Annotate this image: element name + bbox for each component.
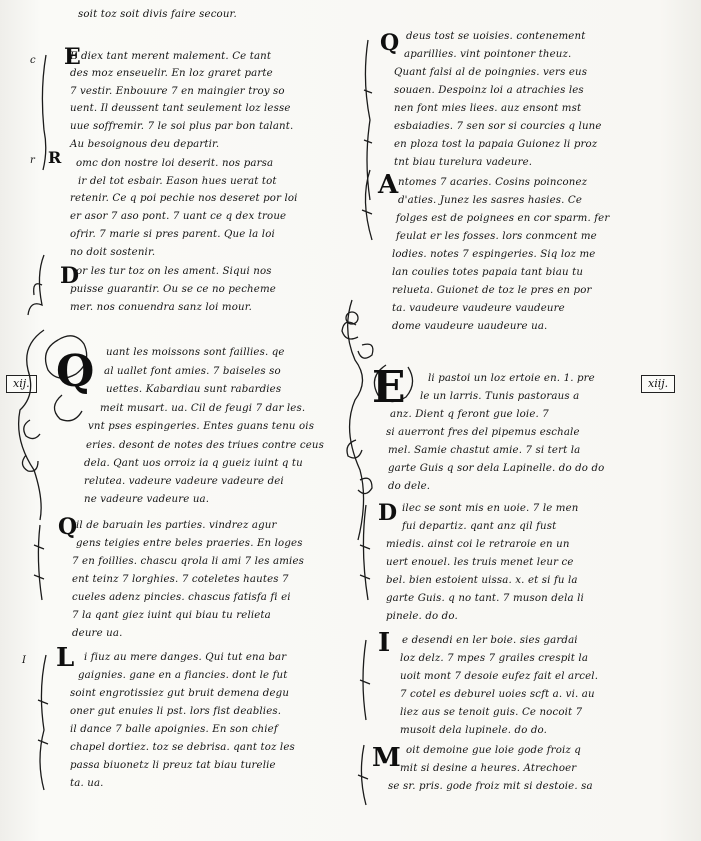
text-line: eries. desont de notes des triues contre ceus bbox=[86, 440, 324, 451]
text-line: uant les moissons sont faillies. qe bbox=[106, 347, 285, 358]
text-line: deus tost se uoisies. contenement bbox=[406, 31, 586, 42]
margin-mark-r: r bbox=[30, 155, 35, 166]
text-line: no doit sostenir. bbox=[70, 247, 156, 258]
margin-mark-c: c bbox=[30, 55, 36, 66]
text-line: meit musart. ua. Cil de feugi 7 dar les. bbox=[100, 403, 306, 414]
text-line: oit demoine gue loie gode froiz q bbox=[406, 745, 581, 756]
text-line: dela. Qant uos orroiz ia q gueiz iuint q tu bbox=[84, 458, 303, 469]
text-line: il de baruain les parties. vindrez agur bbox=[76, 520, 277, 531]
text-line: ta. ua. bbox=[70, 778, 104, 789]
initial-right-5: I bbox=[378, 628, 391, 658]
text-line: i fiuz au mere danges. Qui tut ena bar bbox=[84, 652, 287, 663]
text-line: uue soffremir. 7 le soi plus par bon talant. bbox=[70, 121, 294, 132]
text-line: Au besoignous deu departir. bbox=[70, 139, 220, 150]
text-line: or les tur toz on les ament. Siqui nos bbox=[76, 266, 272, 277]
initial-right-3: E bbox=[372, 362, 406, 413]
text-line: Quant falsi al de poingnies. vers eus bbox=[394, 67, 588, 78]
text-line: garte Guis. q no tant. 7 muson dela li bbox=[386, 593, 584, 604]
text-line: e desendi en ler boie. sies gardai bbox=[402, 635, 578, 646]
text-line: oner gut enuies li pst. lors fist deablies. bbox=[70, 706, 282, 717]
text-line: anz. Dient q feront gue loie. 7 bbox=[390, 409, 549, 420]
text-line: des moz enseuelir. En loz graret parte bbox=[70, 68, 273, 79]
initial-left-4: Q bbox=[56, 346, 95, 397]
text-line: pinele. do do. bbox=[386, 611, 458, 622]
text-line: chapel dortiez. toz se debrisa. qant toz les bbox=[70, 742, 295, 753]
text-line: se sr. pris. gode froiz mit si destoie. sa bbox=[388, 781, 593, 792]
text-line: cueles adenz pincies. chascus fatisfa fi ei bbox=[72, 592, 291, 603]
text-line: ir del tot esbair. Eason hues uerat tot bbox=[78, 176, 277, 187]
text-line: ofrir. 7 marie si pres parent. Que la loi bbox=[70, 229, 275, 240]
text-line: soit toz soit divis faire secour. bbox=[78, 9, 237, 20]
text-line: ilec se sont mis en uoie. 7 le men bbox=[402, 503, 579, 514]
initial-right-6: M bbox=[372, 743, 401, 773]
text-line: 7 en foillies. chascu qrola li ami 7 les amies bbox=[72, 556, 304, 567]
text-line: E diex tant merent malement. Ce tant bbox=[70, 51, 272, 62]
initial-left-2: R bbox=[48, 148, 62, 167]
text-line: omc don nostre loi deserit. nos parsa bbox=[76, 158, 274, 169]
text-line: 7 cotel es deburel uoies scft a. vi. au bbox=[400, 689, 595, 700]
initial-left-6: L bbox=[56, 643, 75, 673]
text-line: miedis. ainst coi le retraroie en un bbox=[386, 539, 570, 550]
text-line: nen font mies liees. auz ensont mst bbox=[394, 103, 582, 114]
text-line: do dele. bbox=[388, 481, 431, 492]
text-line: souaen. Despoinz loi a atrachies les bbox=[394, 85, 584, 96]
text-line: uoit mont 7 desoie eufez fait el arcel. bbox=[400, 671, 599, 682]
text-line: loz delz. 7 mpes 7 grailes crespit la bbox=[400, 653, 589, 664]
text-line: mit si desine a heures. Atrechoer bbox=[400, 763, 577, 774]
text-line: musoit dela lupinele. do do. bbox=[400, 725, 548, 736]
text-line: tnt biau turelura vadeure. bbox=[394, 157, 533, 168]
text-line: dome vaudeure uaudeure ua. bbox=[392, 321, 548, 332]
text-line: 7 vestir. Enbouure 7 en maingier troy so bbox=[70, 86, 285, 97]
text-line: si auerront fres del pipemus eschale bbox=[386, 427, 580, 438]
text-line: lan coulies totes papaia tant biau tu bbox=[392, 267, 584, 278]
text-line: mel. Samie chastut amie. 7 si tert la bbox=[388, 445, 581, 456]
text-line: ent teinz 7 lorghies. 7 coteletes hautes 7 bbox=[72, 574, 289, 585]
initial-right-4: D bbox=[378, 500, 398, 526]
text-line: uent. Il deussent tant seulement loz lesse bbox=[70, 103, 291, 114]
text-line: deure ua. bbox=[72, 628, 123, 639]
initial-left-1: E bbox=[64, 44, 81, 70]
text-line: uert enouel. les truis menet leur ce bbox=[386, 557, 574, 568]
text-line: lodies. notes 7 espingeries. Siq loz me bbox=[392, 249, 596, 260]
text-line: bel. bien estoient uissa. x. et si fu la bbox=[386, 575, 578, 586]
text-line: fui departiz. qant anz qil fust bbox=[402, 521, 557, 532]
text-line: gens teigies entre beles praeries. En loges bbox=[76, 538, 303, 549]
text-line: 7 la qant giez iuint qui biau tu relieta bbox=[72, 610, 271, 621]
text-line: en ploza tost la papaia Guionez li proz bbox=[394, 139, 598, 150]
text-line: ta. vaudeure vaudeure vaudeure bbox=[392, 303, 565, 314]
text-line: folges est de poignees en cor sparm. fer bbox=[396, 213, 610, 224]
initial-right-1: Q bbox=[380, 30, 400, 56]
text-line: le un larris. Tunis pastoraus a bbox=[420, 391, 580, 402]
text-line: mer. nos conuendra sanz loi mour. bbox=[70, 302, 252, 313]
text-line: al uallet font amies. 7 baiseles so bbox=[104, 366, 281, 377]
initial-left-3: D bbox=[60, 263, 80, 289]
text-line: relutea. vadeure vadeure vadeure dei bbox=[84, 476, 284, 487]
text-line: il dance 7 balle apoignies. En son chief bbox=[70, 724, 278, 735]
text-line: gaignies. gane en a fiancies. dont le fut bbox=[78, 670, 288, 681]
text-line: feulat er les fosses. lors conmcent me bbox=[396, 231, 597, 242]
text-line: d'aties. Junez les sasres hasies. Ce bbox=[398, 195, 583, 206]
text-line: aparillies. vint pointoner theuz. bbox=[404, 49, 572, 60]
text-line: er asor 7 aso pont. 7 uant ce q dex troue bbox=[70, 211, 287, 222]
text-line: ne vadeure vadeure ua. bbox=[84, 494, 210, 505]
text-line: esbaiadies. 7 sen sor si courcies q lune bbox=[394, 121, 602, 132]
text-line: li pastoi un loz ertoie en. 1. pre bbox=[428, 373, 595, 384]
text-line: uettes. Kabardiau sunt rabardies bbox=[106, 384, 282, 395]
text-line: liez aus se tenoit guis. Ce nocoit 7 bbox=[400, 707, 583, 718]
text-line: relueta. Guionet de toz le pres en por bbox=[392, 285, 592, 296]
section-number-left: xij. bbox=[6, 375, 37, 393]
text-line: retenir. Ce q poi pechie nos deseret por loi bbox=[70, 193, 298, 204]
initial-right-2: A bbox=[378, 170, 399, 200]
text-line: soint engrotissiez gut bruit demena degu bbox=[70, 688, 290, 699]
section-number-right: xiij. bbox=[641, 375, 675, 393]
initial-left-5: Q bbox=[58, 514, 78, 540]
text-line: passa biuonetz li preuz tat biau turelie bbox=[70, 760, 276, 771]
text-line: ntomes 7 acaries. Cosins poinconez bbox=[398, 177, 588, 188]
text-line: garte Guis q sor dela Lapinelle. do do do bbox=[388, 463, 605, 474]
text-line: vnt pses espingeries. Entes guans tenu ois bbox=[88, 421, 315, 432]
margin-mark-i: I bbox=[22, 655, 26, 666]
text-line: puisse guarantir. Ou se ce no pecheme bbox=[70, 284, 276, 295]
